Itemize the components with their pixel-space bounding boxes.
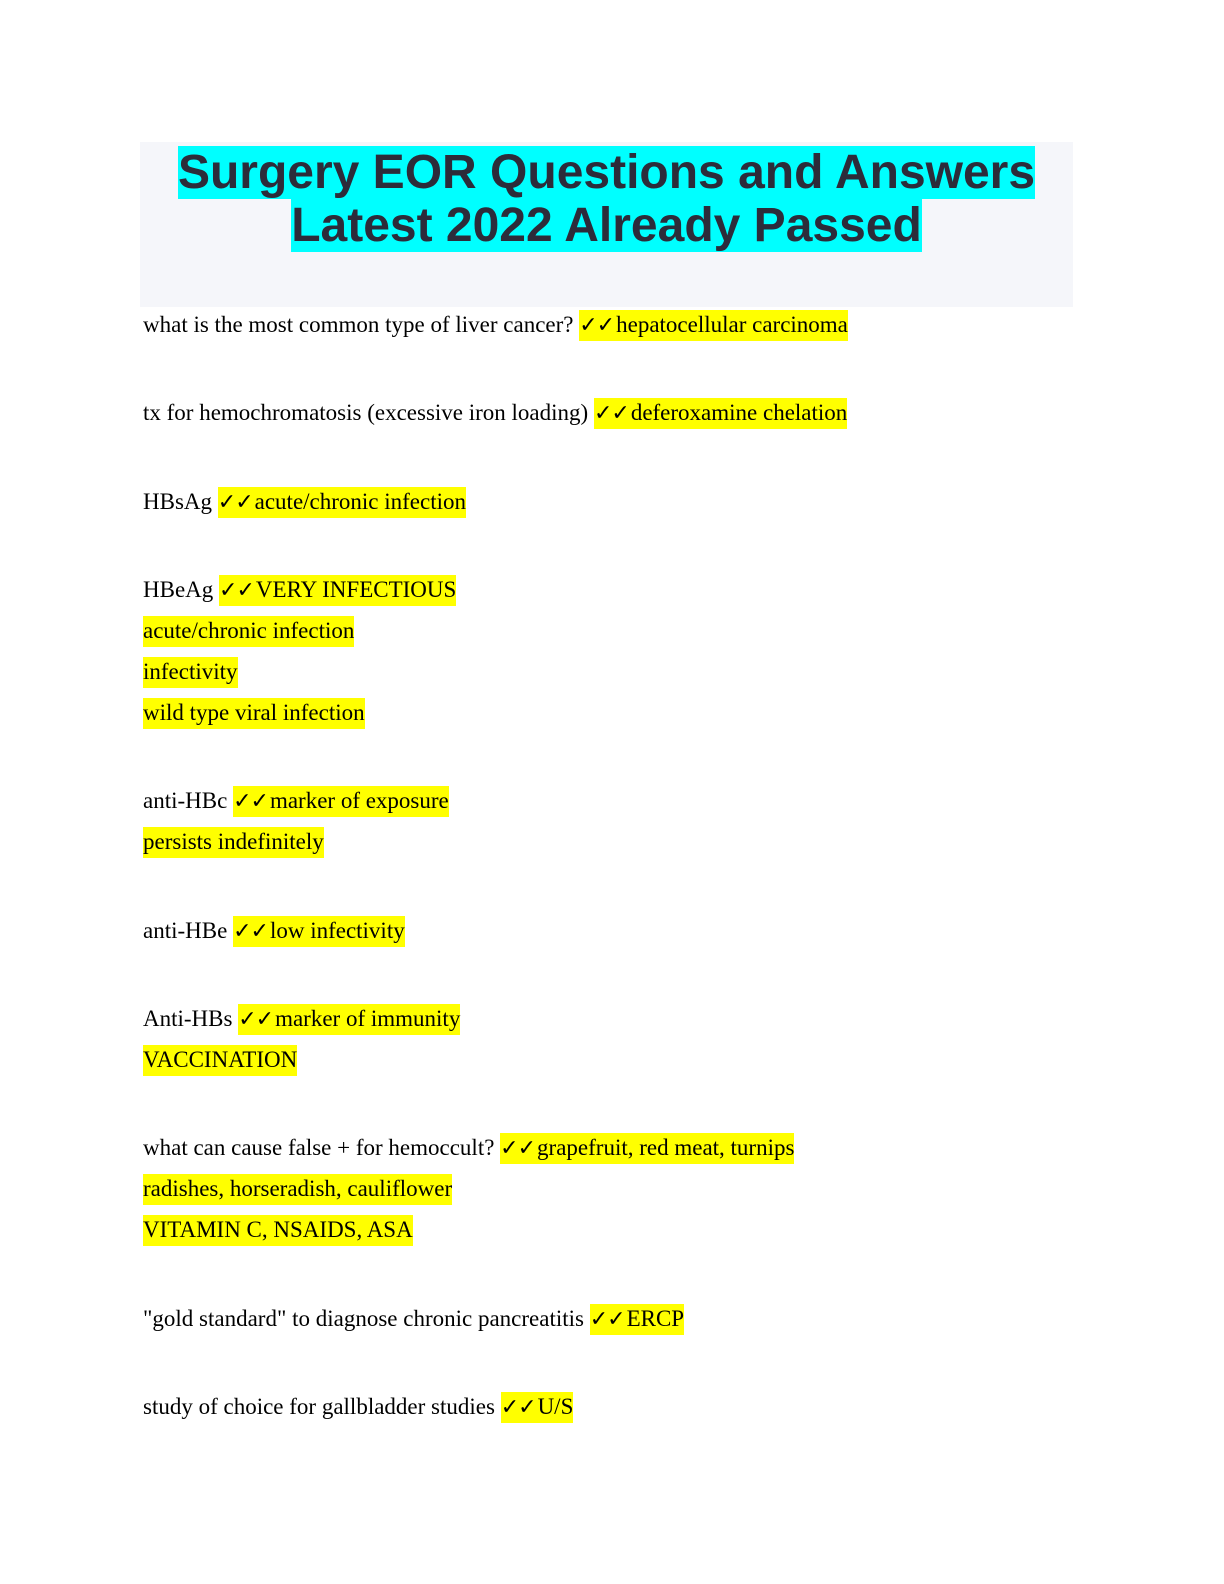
answer-highlight	[238, 1004, 460, 1035]
qa-question-line	[143, 304, 848, 345]
title-line-2: Latest 2022 Already Passed	[291, 199, 922, 252]
answer-continuation	[143, 1168, 794, 1209]
answer-text: low infectivity	[269, 918, 405, 943]
answer-highlight	[594, 398, 847, 429]
answer-text: deferoxamine chelation	[630, 400, 848, 425]
answer-highlight	[233, 916, 405, 947]
question-text: anti-HBe	[143, 918, 228, 943]
qa-question-line	[143, 481, 466, 522]
question-text: HBsAg	[143, 489, 213, 514]
title-banner	[140, 142, 1073, 307]
answer-text: marker of immunity	[275, 1006, 461, 1031]
qa-item	[143, 304, 848, 345]
question-text: "gold standard" to diagnose chronic pancreatitis	[143, 1306, 584, 1331]
answer-extra-text: VITAMIN C, NSAIDS, ASA	[143, 1215, 413, 1246]
answer-continuation	[143, 1209, 794, 1250]
qa-question-line	[143, 1127, 794, 1168]
qa-item	[143, 780, 449, 862]
double-check-icon: ✓✓	[233, 919, 268, 944]
qa-item	[143, 392, 847, 433]
answer-text: hepatocellular carcinoma	[616, 312, 848, 337]
answer-text: ERCP	[626, 1306, 685, 1331]
double-check-icon: ✓✓	[233, 789, 268, 814]
double-check-icon: ✓✓	[593, 401, 629, 426]
qa-question-line	[143, 569, 456, 610]
answer-extra-text: VACCINATION	[143, 1045, 297, 1076]
qa-item	[143, 1386, 573, 1427]
title-line-1: Surgery EOR Questions and Answers	[177, 146, 1036, 199]
answer-highlight	[233, 786, 449, 817]
question-text: anti-HBc	[143, 788, 228, 813]
qa-item	[143, 910, 405, 951]
answer-text: VERY INFECTIOUS	[255, 577, 457, 602]
qa-item	[143, 1298, 684, 1339]
answer-highlight	[501, 1392, 574, 1423]
answer-continuation	[143, 1039, 460, 1080]
qa-question-line	[143, 998, 460, 1039]
qa-question-line	[143, 1386, 573, 1427]
qa-question-line	[143, 1298, 684, 1339]
double-check-icon: ✓✓	[589, 1307, 625, 1332]
answer-continuation	[143, 692, 456, 733]
question-text: study of choice for gallbladder studies	[143, 1394, 495, 1419]
question-text: what can cause false + for hemoccult?	[143, 1135, 495, 1160]
answer-text: acute/chronic infection	[254, 489, 467, 514]
qa-question-line	[143, 392, 847, 433]
answer-highlight	[590, 1304, 684, 1335]
answer-highlight	[218, 487, 466, 518]
qa-item	[143, 998, 460, 1080]
answer-continuation	[143, 651, 456, 692]
answer-continuation	[143, 821, 449, 862]
answer-text: marker of exposure	[269, 788, 449, 813]
answer-extra-text: infectivity	[143, 657, 238, 688]
qa-item	[143, 1127, 794, 1250]
question-text: HBeAg	[143, 577, 214, 602]
question-text: what is the most common type of liver cancer?	[143, 312, 574, 337]
question-text: Anti-HBs	[143, 1006, 233, 1031]
answer-highlight	[219, 575, 456, 606]
double-check-icon: ✓✓	[500, 1395, 536, 1420]
double-check-icon: ✓✓	[219, 578, 254, 603]
double-check-icon: ✓✓	[238, 1007, 274, 1032]
qa-question-line	[143, 910, 405, 951]
qa-item	[143, 569, 456, 733]
answer-text: U/S	[537, 1394, 574, 1419]
answer-text: grapefruit, red meat, turnips	[537, 1135, 795, 1160]
answer-continuation	[143, 610, 456, 651]
question-text: tx for hemochromatosis (excessive iron loading)	[143, 400, 589, 425]
answer-highlight	[579, 310, 848, 341]
answer-extra-text: persists indefinitely	[143, 827, 324, 858]
answer-extra-text: radishes, horseradish, cauliflower	[143, 1174, 452, 1205]
qa-question-line	[143, 780, 449, 821]
answer-extra-text: wild type viral infection	[143, 698, 365, 729]
double-check-icon: ✓✓	[217, 490, 253, 515]
page-title	[140, 146, 1073, 252]
double-check-icon: ✓✓	[500, 1136, 536, 1161]
double-check-icon: ✓✓	[579, 313, 615, 338]
qa-item	[143, 481, 466, 522]
answer-extra-text: acute/chronic infection	[143, 616, 354, 647]
answer-highlight	[500, 1133, 794, 1164]
